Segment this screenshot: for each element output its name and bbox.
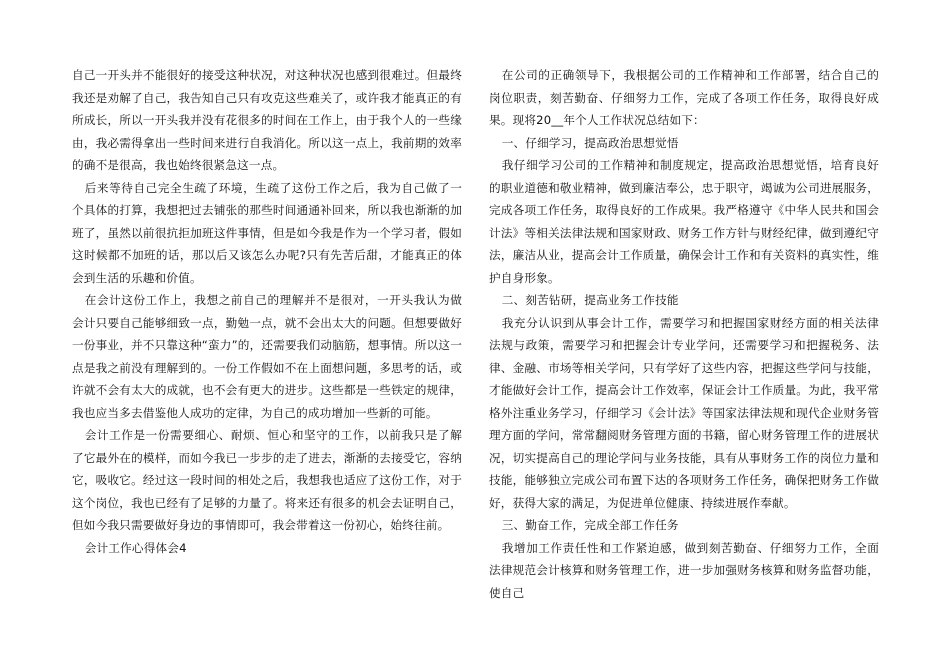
right-column xyxy=(489,64,879,604)
section-title: 会计工作心得体会4 xyxy=(84,540,187,555)
paragraph: 我增加工作责任性和工作紧迫感，做到刻苦勤奋、仔细努力工作，全面法律规范会计核算和财务管理工作，进一步加强财务核算和财务监督功能，使自己 xyxy=(489,540,879,600)
paragraph: 在会计这份工作上，我想之前自己的理解并不是很对，一开头我认为做会计只要自己能够细致一点，勤勉一点，就不会出太大的问题。但想要做好一份事业，并不只靠这种“蛮力”的，还需要我们动脑筋，想事情。所以这一点是我之前没有理解到的。一份工作假如不在上面想问题，多思考的话，或许就不会有太大的成就，也不会有更大的进步。这些都是一些铁定的规律，我也应当多去借鉴他人成功的定律，为自己的成功增加一些新的可能。 xyxy=(72,293,462,420)
section-heading: 三、勤奋工作，完成全部工作任务 xyxy=(501,518,679,532)
paragraph: 自己一开头并不能很好的接受这种状况，对这种状况也感到很难过。但最终我还是劝解了自己，我告知自己只有攻克这些难关了，或许我才能真正的有所成长，所以一开头我并没有花很多的时间在工作上，由于我个人的一些缘由，我必需得拿出一些时间来进行自我消化。所以这一点上，我前期的效率的确不是很高，我也始终很紧急这一点。 xyxy=(72,68,462,172)
section-heading: 二、刻苦钻研，提高业务工作技能 xyxy=(501,293,679,307)
paragraph: 后来等待自己完全生疏了环境，生疏了这份工作之后，我为自己做了一个具体的打算，我想把过去铺张的那些时间通通补回来，所以我也渐渐的加班了，虽然以前很抗拒加班这件事情，但是如今我是作为一个学习者，假如这时候都不加班的话，那以后又该怎么办呢?只有先苦后甜，才能真正的体会到生活的乐趣和价值。 xyxy=(72,180,462,285)
left-column xyxy=(72,64,462,559)
paragraph: 我仔细学习公司的工作精神和制度规定，提高政治思想觉悟，培育良好的职业道德和敬业精神，做到廉洁奉公，忠于职守，竭诚为公司进展服务，完成各项工作任务，取得良好的工作成果。我严格遵守《中华人民共和国会计法》等相关法律法规和国家财政、财务工作方针与财经纪律，做到遵纪守法，廉洁从业，提高会计工作质量，确保会计工作和有关资料的真实性，维护自身形象。 xyxy=(489,158,879,285)
intro-paragraph: 在公司的正确领导下，我根据公司的工作精神和工作部署，结合自己的岗位职责，刻苦勤奋、仔细努力工作，完成了各项工作任务，取得良好成果。现将20__年个人工作状况总结如下： xyxy=(489,68,879,127)
paragraph: 会计工作是一份需要细心、耐烦、恒心和坚守的工作，以前我只是了解了它最外在的模样，而如今我已一步步的走了进去，渐渐的去接受它，容纳它，吸收它。经过这一段时间的相处之后，我想我也适应了这份工作，对于这个岗位，我也已经有了足够的力量了。将来还有很多的机会去证明自己，但如今我只需要做好身边的事情即可，我会带着这一份初心，始终往前。 xyxy=(72,428,462,532)
paragraph: 我充分认识到从事会计工作，需要学习和把握国家财经方面的相关法律法规与政策，需要学习和把握会计专业学问，还需要学习和把握税务、法律、金融、市场等相关学问，只有学好了这些内容，把握这些学问与技能，才能做好会计工作，提高会计工作效率，保证会计工作质量。为此，我平常格外注重业务学习，仔细学习《会计法》等国家法律法规和现代企业财务管理方面的学问，常常翻阅财务管理方面的书籍，留心财务管理工作的进展状况，切实提高自己的理论学问与业务技能，具有从事财务工作的岗位力量和技能，能够独立完成公司布置下达的各项财务工作任务，确保把财务工作做好，获得大家的满足，为促进单位健康、持续进展作奉献。 xyxy=(489,315,879,510)
section-heading: 一、仔细学习，提高政治思想觉悟 xyxy=(501,135,679,150)
